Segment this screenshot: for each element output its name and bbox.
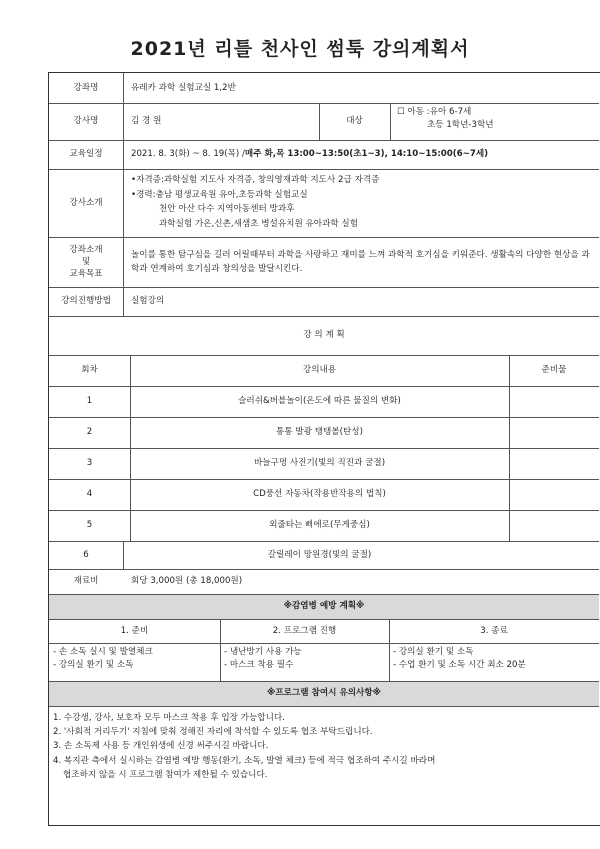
list-item: - 강의실 환기 및 소독 — [53, 660, 134, 670]
session-materials — [509, 386, 599, 417]
session-materials — [509, 417, 599, 448]
session-materials — [509, 448, 599, 479]
intro-career-detail-2: 과학실험 가온,신촌,새샘초 병설유치원 유아과학 실험 — [159, 218, 359, 229]
list-item: 2. '사회적 거리두기' 지침에 맞춰 정해진 자리에 착석할 수 있도록 협조 부탁드립니다. — [53, 727, 373, 738]
course-name-label: 강좌명 — [73, 82, 99, 93]
session-no: 4 — [86, 489, 93, 499]
session-no: 3 — [86, 458, 93, 468]
session-content: 슬러쉬&버블놀이(온도에 따른 물질의 변화) — [238, 396, 401, 406]
schedule-label: 교육일정 — [69, 149, 103, 159]
session-no: 1 — [86, 396, 93, 406]
list-item: - 냉난방기 사용 가능 — [224, 647, 302, 657]
materials-header: 준비물 — [541, 365, 567, 375]
target-value — [397, 106, 597, 138]
material-fee-value: 회당 3,000원 (총 18,000원) — [131, 576, 243, 586]
instructor-intro-label: 강사소개 — [69, 197, 103, 208]
course-goal-label-line1: 강좌소개 — [69, 245, 103, 255]
session-no: 2 — [86, 427, 93, 437]
method-label: 강의진행방법 — [61, 296, 111, 306]
session-no: 6 — [83, 549, 89, 560]
prevention-header-finish: 3. 종료 — [480, 625, 508, 636]
intro-certificates: •자격증:과학실험 지도사 자격증, 창의영재과학 지도사 2급 자격증 — [131, 175, 380, 185]
session-content: 바늘구멍 사진기(빛의 직진과 굴절) — [253, 458, 386, 468]
session-materials — [509, 541, 599, 569]
intro-career: •경력:충남 평생교육원 유아,초등과학 실험교실 — [131, 189, 308, 200]
session-no: 5 — [86, 520, 93, 530]
session-materials — [509, 510, 599, 541]
prevention-prepare-items — [53, 646, 218, 680]
course-name-value: 유레카 과학 실험교실 1,2반 — [131, 82, 236, 93]
list-item: 4. 복지관 측에서 실시하는 감염병 예방 행동(환기, 소독, 발열 체크) 등에 적극 협조하여 주시길 바라며 — [53, 755, 436, 766]
prevention-header-progress: 2. 프로그램 진행 — [272, 625, 337, 636]
session-content: 통통 발광 탱탱볼(탄성) — [276, 427, 363, 437]
session-header: 회차 — [81, 365, 98, 375]
schedule-times: 매주 화,목 13:00~13:50(초1~3), 14:10~15:00(6~7세) — [244, 149, 489, 159]
prevention-progress-items — [224, 646, 387, 680]
instructor-intro-value — [131, 173, 597, 235]
session-content: 갈릴레이 망원경(빛의 굴절) — [267, 549, 372, 560]
instructor-value: 김 경 원 — [131, 116, 162, 126]
list-item: 3. 손 소독제 사용 등 개인위생에 신경 써주시길 바랍니다. — [53, 741, 269, 752]
intro-career-detail-1: 천안 아산 다수 지역아동센터 방과후 — [159, 204, 295, 214]
content-header: 강의내용 — [302, 365, 337, 375]
list-item: - 수업 환기 및 소독 시간 최소 20분 — [393, 660, 526, 670]
list-item: - 강의실 환기 및 소독 — [393, 647, 474, 657]
prevention-finish-items — [393, 646, 597, 680]
plan-title: 강 의 계 획 — [303, 330, 345, 340]
target-line-elementary: 초등 1학년-3학년 — [427, 120, 494, 130]
method-value: 실험강의 — [131, 296, 165, 306]
list-item: - 마스크 착용 필수 — [224, 660, 294, 670]
course-goal-label-line2: 및 — [81, 257, 91, 267]
session-content: 외줄타는 삐에로(무게중심) — [269, 520, 370, 530]
notice-title: ※프로그램 참여시 유의사항※ — [266, 688, 381, 698]
session-content: CD풍선 자동차(작용반작용의 법칙) — [253, 489, 386, 499]
target-line-preschool: ☐ 아동 :유아 6-7세 — [397, 107, 472, 117]
material-fee-label: 재료비 — [73, 576, 99, 586]
course-goal-label — [49, 237, 123, 287]
course-goal-label-line3: 교육목표 — [69, 269, 103, 279]
prevention-header-prepare: 1. 준비 — [120, 625, 149, 636]
list-item: 협조하지 않을 시 프로그램 참여가 제한될 수 있습니다. — [63, 769, 268, 780]
lecture-plan-table — [48, 72, 600, 826]
notice-list — [53, 711, 597, 821]
list-item: - 손 소독 실시 및 발열체크 — [53, 647, 153, 657]
document-title: 2021년 리틀 천사인 썸툭 강의계획서 — [130, 38, 470, 60]
course-goal-value: 놀이를 통한 탐구심을 길러 어릴때부터 과학을 사랑하고 재미를 느껴 과학적 호기심을 키워준다. 생활속의 다양한 현상을 과학과 연계하여 호기심과 창의성을 발달시킨다. — [131, 250, 590, 274]
session-materials — [509, 479, 599, 510]
list-item: 1. 수강생, 강사, 보호자 모두 마스크 착용 후 입장 가능합니다. — [53, 713, 285, 723]
schedule-value — [131, 140, 597, 169]
schedule-period: 2021. 8. 3(화) ~ 8. 19(목) / — [131, 149, 245, 159]
prevention-title: ※감염병 예방 계획※ — [283, 601, 365, 611]
target-label: 대상 — [346, 116, 363, 126]
instructor-label: 강사명 — [73, 116, 99, 126]
